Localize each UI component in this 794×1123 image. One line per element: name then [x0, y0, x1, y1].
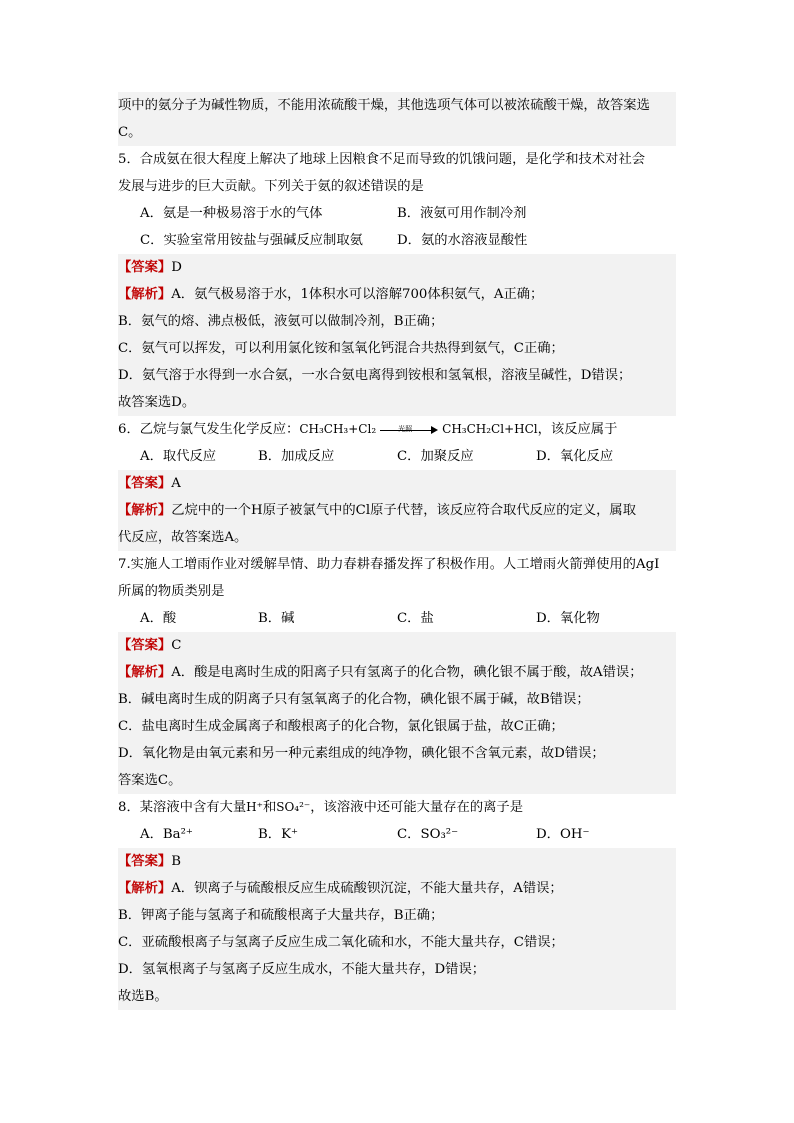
q6-option-d: D．氧化反应	[536, 449, 614, 464]
q8-explanation-line-4: D．氢氧根离子与氢离子反应生成水，不能大量共存，D错误；	[118, 956, 676, 983]
q8-stem-suffix: ，该溶液中还可能大量存在的离子是	[310, 800, 524, 815]
answer-tag: 【答案】	[118, 638, 172, 653]
q7-explanation-line-1	[118, 659, 676, 686]
q6-explanation-line-2: 代反应，故答案选A。	[118, 524, 676, 551]
q5-option-d: D．氨的水溶液显酸性	[397, 233, 528, 248]
q8-explanation-line-5: 故选B。	[118, 983, 676, 1010]
q8-stem-prefix: 8．某溶液中含有大量	[118, 800, 247, 815]
q8-option-a: A．Ba²⁺	[140, 827, 193, 842]
explanation-tag: 【解析】	[118, 665, 172, 680]
q8-and: 和	[262, 800, 277, 815]
q6-explanation-line-1	[118, 497, 676, 524]
explanation-tag: 【解析】	[118, 881, 172, 896]
q5-stem-line-2: 发展与进步的巨大贡献。下列关于氨的叙述错误的是	[118, 179, 424, 194]
q5-answer-value: D	[171, 260, 182, 275]
q7-answer-value: C	[171, 638, 182, 653]
q8-options-row	[118, 821, 676, 848]
q6-stem-prefix: 6．乙烷与氯气发生化学反应：	[118, 422, 300, 437]
q7-options-row	[118, 605, 676, 632]
q6-options-row	[118, 443, 676, 470]
explanation-tag: 【解析】	[118, 503, 172, 518]
q5-explanation-text-1: A．氨气极易溶于水，1体积水可以溶解700体积氨气，A正确；	[171, 287, 544, 302]
q7-explanation-line-5: 答案选C。	[118, 767, 676, 794]
q6-reactant-ethane: CH₃CH₃	[299, 422, 349, 436]
q5-explanation-line-3: C．氨气可以挥发，可以利用氯化铵和氢氧化钙混合共热得到氨气，C正确；	[118, 335, 676, 362]
q6-stem	[118, 416, 676, 443]
q8-option-c: C．SO₃²⁻	[397, 827, 459, 842]
q5-explanation-line-1	[118, 281, 676, 308]
q5-options-row-1	[118, 200, 676, 227]
q8-answer-value: B	[171, 854, 181, 869]
q6-explanation-text-1: 乙烷中的一个H原子被氯气中的Cl原子代替，该反应符合取代反应的定义，属取	[171, 503, 637, 518]
q8-ion-sulfate: SO₄²⁻	[276, 800, 311, 814]
q8-stem	[118, 794, 676, 821]
q8-explanation-line-3: C．亚硫酸根离子与氢离子反应生成二氧化硫和水，不能大量共存，C错误；	[118, 929, 676, 956]
q7-explanation-line-2: B．碱电离时生成的阴离子只有氢氧离子的化合物，碘化银不属于碱，故B错误；	[118, 686, 676, 713]
q8-ion-hydrogen: H⁺	[246, 800, 263, 814]
q5-answer	[118, 254, 676, 281]
q7-option-d: D．氧化物	[536, 611, 600, 626]
q7-answer	[118, 632, 676, 659]
q6-option-a: A．取代反应	[140, 449, 217, 464]
q7-stem-line-2: 所属的物质类别是	[118, 584, 225, 599]
q7-explanation-line-3: C．盐电离时生成金属离子和酸根离子的化合物，氯化银属于盐，故C正确；	[118, 713, 676, 740]
q8-explanation-line-1	[118, 875, 676, 902]
q5-explanation-line-4: D．氨气溶于水得到一水合氨，一水合氨电离得到铵根和氢氧根，溶液呈碱性，D错误；	[118, 362, 676, 389]
q6-answer-value: A	[171, 476, 181, 491]
q5-option-a: A．氨是一种极易溶于水的气体	[140, 206, 323, 221]
q7-option-a: A．酸	[140, 611, 177, 626]
q7-explanation-line-4: D．氧化物是由氧元素和另一种元素组成的纯净物，碘化银不含氧元素，故D错误；	[118, 740, 676, 767]
q5-option-c: C．实验室常用铵盐与强碱反应制取氨	[140, 233, 363, 248]
q6-option-c: C．加聚反应	[397, 449, 474, 464]
q7-stem-line-1: 7.实施人工增雨作业对缓解旱情、助力春耕春播发挥了积极作用。人工增雨火箭弹使用的AgI	[118, 557, 660, 572]
q6-answer	[118, 470, 676, 497]
q6-reactant-chlorine: +Cl₂	[348, 422, 377, 436]
q5-explanation-line-2: B．氨气的熔、沸点极低，液氨可以做制冷剂，B正确；	[118, 308, 676, 335]
q8-option-b: B．K⁺	[258, 827, 299, 842]
q6-option-b: B．加成反应	[258, 449, 335, 464]
reaction-arrow-icon	[380, 425, 438, 435]
q6-product: CH₃CH₂Cl+HCl	[442, 422, 538, 436]
prev-explanation-line-2: C。	[118, 119, 676, 146]
explanation-tag: 【解析】	[118, 287, 172, 302]
answer-tag: 【答案】	[118, 260, 172, 275]
q7-explanation-text-1: A．酸是电离时生成的阳离子只有氢离子的化合物，碘化银不属于酸，故A错误；	[171, 665, 643, 680]
q8-option-d: D．OH⁻	[536, 827, 590, 842]
answer-tag: 【答案】	[118, 854, 172, 869]
q5-options-row-2	[118, 227, 676, 254]
q5-stem-line-1: 5．合成氨在很大程度上解决了地球上因粮食不足而导致的饥饿问题，是化学和技术对社会	[118, 152, 646, 167]
prev-explanation-line-1: 项中的氨分子为碱性物质，不能用浓硫酸干燥，其他选项气体可以被浓硫酸干燥，故答案选	[118, 92, 676, 119]
q8-explanation-line-2: B．钾离子能与氢离子和硫酸根离子大量共存，B正确；	[118, 902, 676, 929]
q7-option-b: B．碱	[258, 611, 295, 626]
answer-tag: 【答案】	[118, 476, 172, 491]
q8-explanation-text-1: A．钡离子与硫酸根反应生成硫酸钡沉淀，不能大量共存，A错误；	[171, 881, 563, 896]
document-page	[118, 92, 676, 1010]
q7-option-c: C．盐	[397, 611, 434, 626]
q5-explanation-line-5: 故答案选D。	[118, 389, 676, 416]
q6-stem-suffix: ，该反应属于	[537, 422, 618, 437]
q6-reaction-condition: 光照	[398, 424, 413, 433]
q8-answer	[118, 848, 676, 875]
q5-option-b: B．液氨可用作制冷剂	[397, 206, 527, 221]
